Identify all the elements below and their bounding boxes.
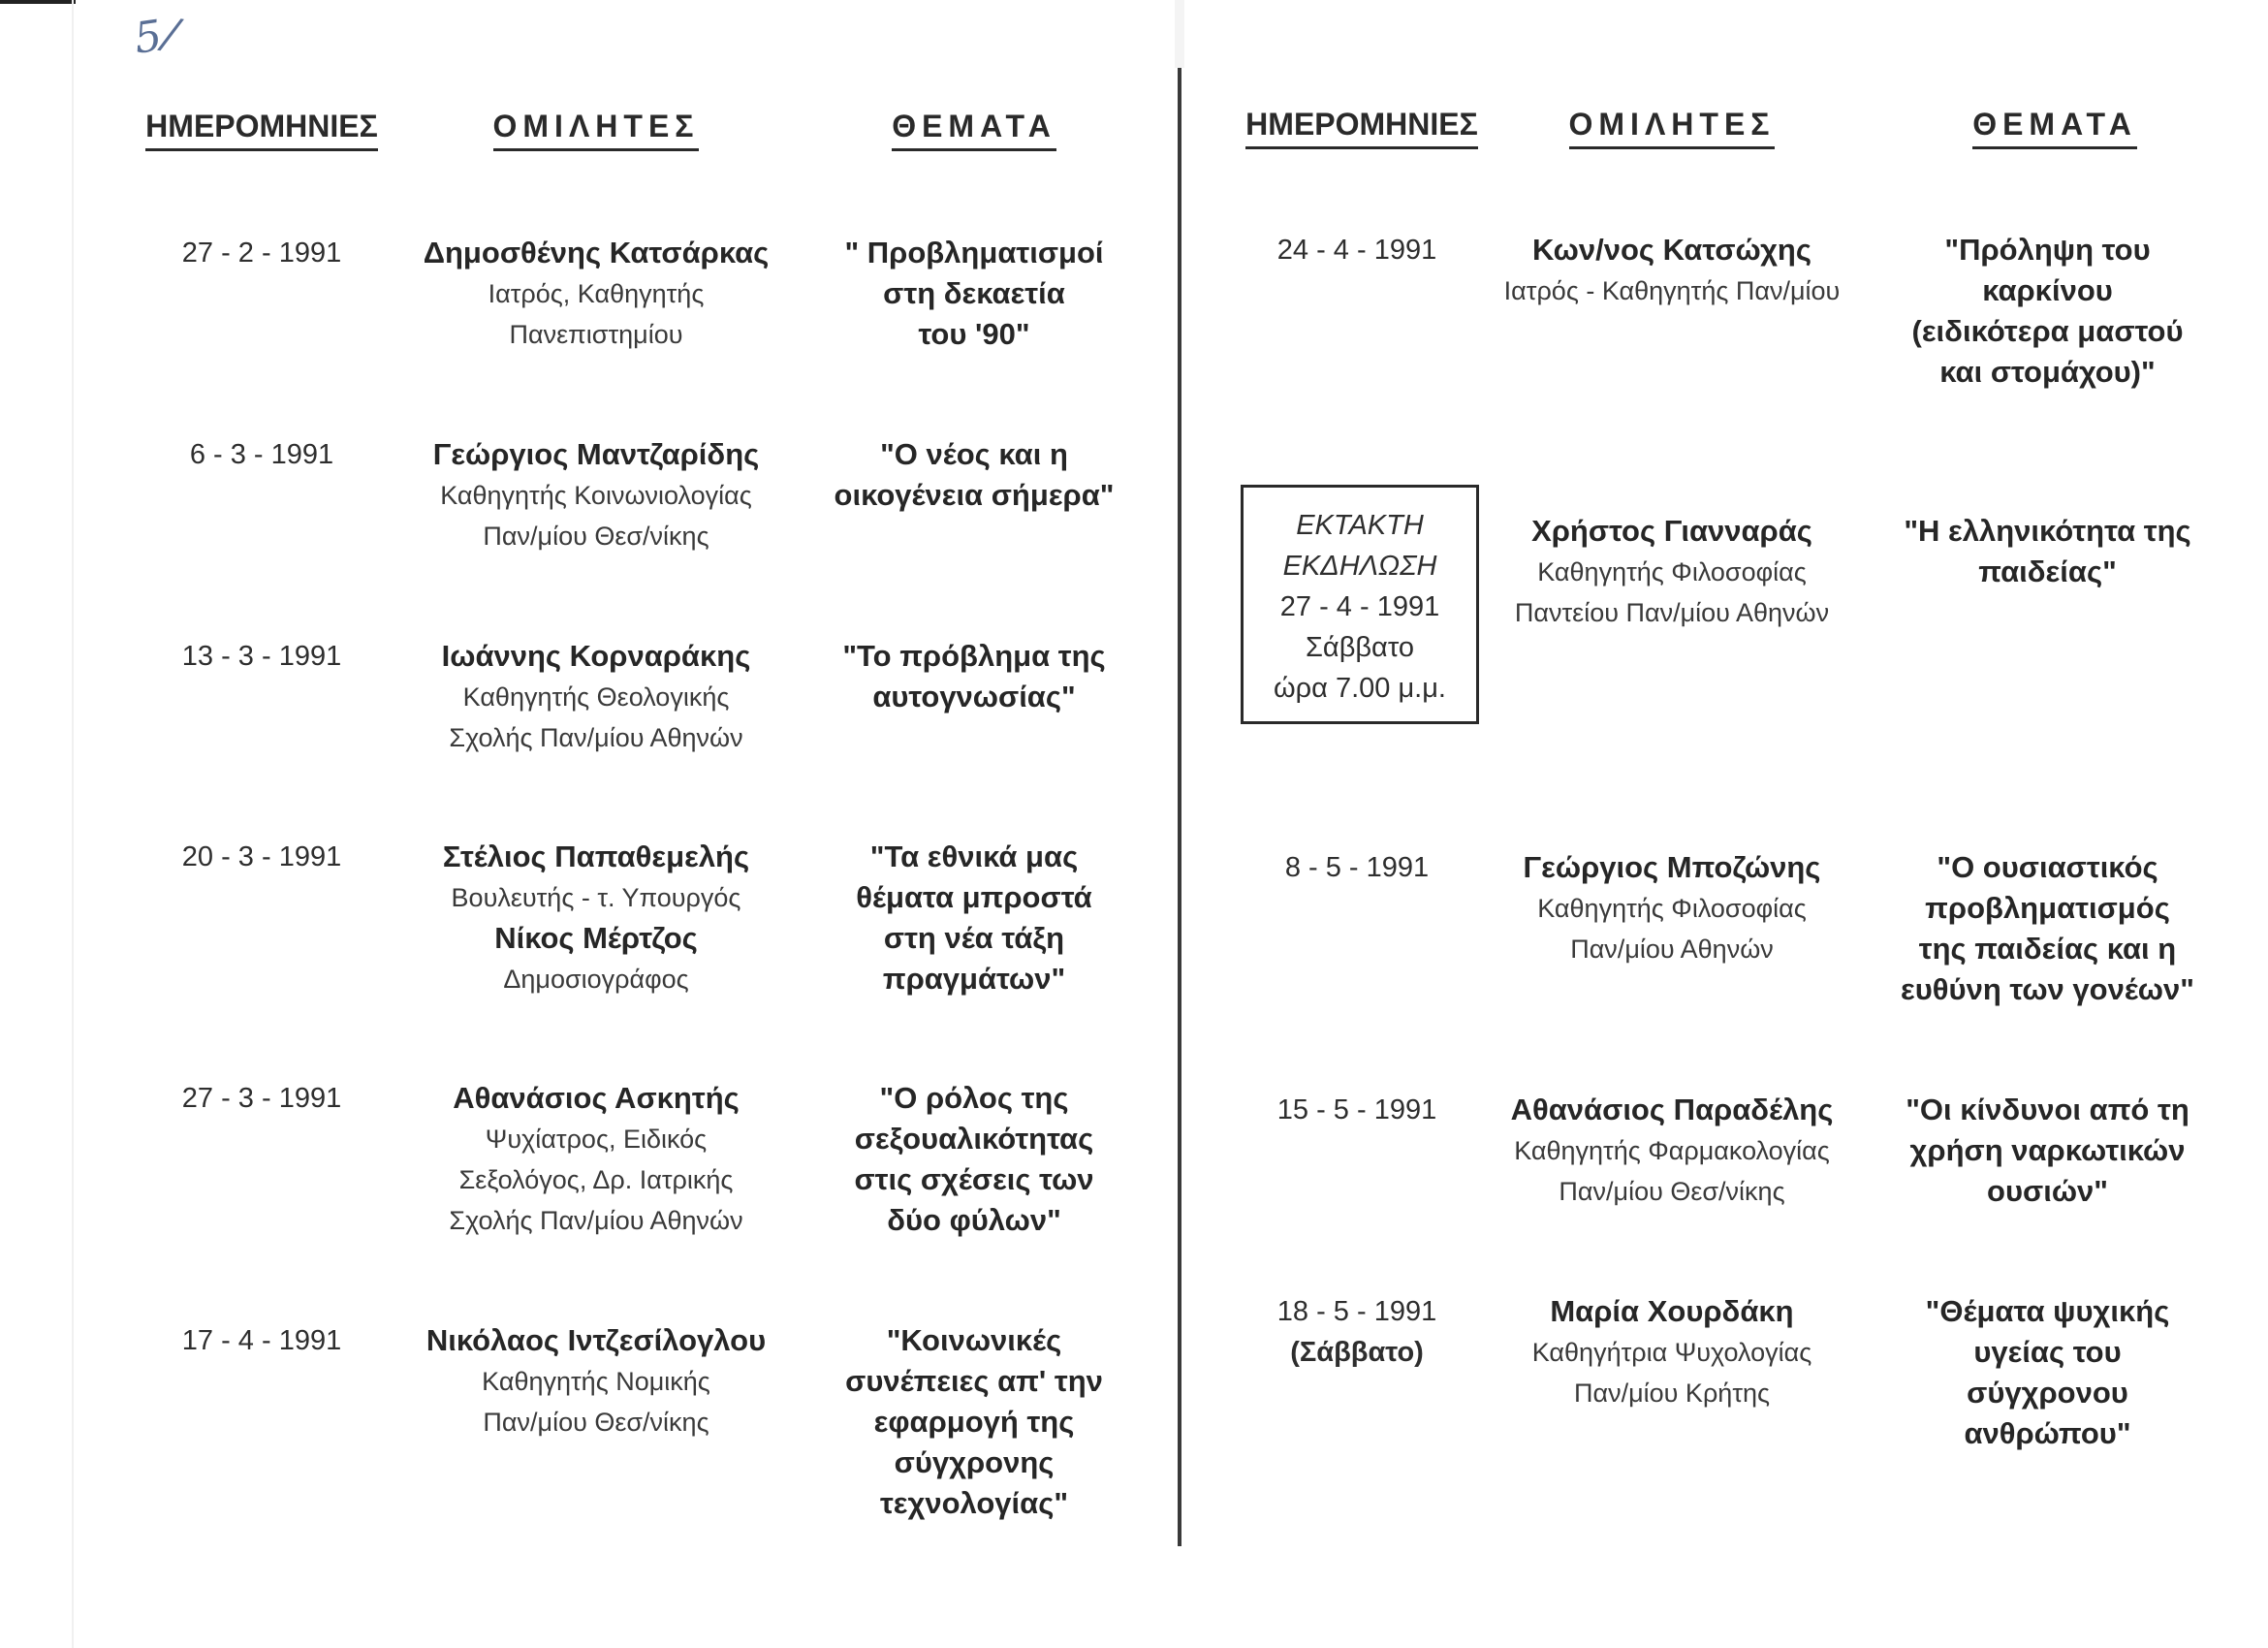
special-event-date: 27 - 4 - 1991: [1279, 591, 1440, 622]
center-fold-line: [1178, 68, 1181, 1546]
speaker-role: Καθηγητής Θεολογικής: [462, 682, 730, 712]
lecture-date: 27 - 2 - 1991: [181, 238, 342, 269]
lecture-speaker: [388, 1078, 804, 1241]
special-event-label: ΕΚΤΑΚΤΗ: [1296, 510, 1424, 541]
right-header-speakers: ΟΜΙΛΗΤΕΣ: [1502, 107, 1842, 149]
lecture-topic: "Η ελληνικότητα της παιδείας": [1904, 514, 2191, 588]
lecture-date: 17 - 4 - 1991: [181, 1325, 342, 1356]
lecture-date: [1241, 1291, 1473, 1373]
speaker-name: Στέλιος Παπαθεμελής: [442, 840, 750, 873]
scan-edge-shadow: [72, 0, 74, 1648]
lecture-speaker: [1478, 1291, 1866, 1413]
special-event-box: [1241, 485, 1479, 724]
left-header-topics: ΘΕΜΑΤΑ: [834, 109, 1115, 151]
speaker-name: Γεώργιος Μαντζαρίδης: [432, 437, 760, 471]
speaker-role: Καθηγητής Κοινωνιολογίας: [440, 481, 752, 510]
handwritten-page-number: 5/: [131, 8, 182, 64]
speaker-role: Βουλευτής - τ. Υπουργός: [451, 883, 741, 912]
speaker-role: Παντείου Παν/μίου Αθηνών: [1514, 598, 1830, 627]
speaker-name: Δημοσθένης Κατσάρκας: [423, 236, 770, 269]
lecture-date-note: (Σάββατο): [1290, 1337, 1424, 1368]
speaker-name: Νικόλαος Ιντζεσίλογλου: [425, 1323, 767, 1357]
lecture-topic: "Τα εθνικά μας θέματα μπροστά στη νέα τάξη πραγμάτων": [856, 840, 1092, 996]
speaker-name: Κων/νος Κατσώχης: [1532, 233, 1811, 267]
lecture-topic: "Θέματα ψυχικής υγείας του σύγχρονου ανθρώπου": [1925, 1294, 2170, 1450]
speaker-name: Μαρία Χουρδάκη: [1550, 1294, 1794, 1328]
lecture-date: 6 - 3 - 1991: [189, 439, 334, 470]
special-event-day: Σάββατο: [1306, 632, 1414, 663]
lecture-topic: "Ο ουσιαστικός προβληματισμός της παιδείας και η ευθύνη των γονέων": [1901, 850, 2194, 1006]
lecture-date: 8 - 5 - 1991: [1284, 852, 1430, 883]
speaker-role: Παν/μίου Αθηνών: [1570, 935, 1774, 964]
right-header-topics: ΘΕΜΑΤΑ: [1914, 107, 2195, 149]
speaker-name: Ιωάννης Κορναράκης: [441, 639, 751, 673]
speaker-role: Καθηγητής Φιλοσοφίας: [1537, 557, 1807, 586]
speaker-role: Καθηγητής Φαρμακολογίας: [1514, 1136, 1830, 1165]
speaker-role: Παν/μίου Κρήτης: [1573, 1379, 1771, 1408]
special-event-label: ΕΚΔΗΛΩΣΗ: [1282, 551, 1437, 582]
speaker-role: Πανεπιστημίου: [509, 320, 683, 349]
speaker-role: Παν/μίου Θεσ/νίκης: [483, 522, 709, 551]
speaker-role: Καθηγητής Νομικής: [482, 1367, 710, 1396]
lecture-date: 27 - 3 - 1991: [181, 1083, 342, 1114]
lecture-speaker: [1478, 847, 1866, 969]
right-header-dates: ΗΜΕΡΟΜΗΝΙΕΣ: [1226, 107, 1497, 149]
scan-edge-mark: [0, 0, 76, 4]
lecture-date: 15 - 5 - 1991: [1276, 1094, 1437, 1125]
speaker-role: Καθηγητής Φιλοσοφίας: [1537, 894, 1807, 923]
fold-shadow: [1175, 0, 1184, 68]
speaker-role: Σεξολόγος, Δρ. Ιατρικής: [458, 1165, 734, 1194]
lecture-speaker: [388, 233, 804, 355]
lecture-date: 13 - 3 - 1991: [181, 641, 342, 672]
special-event-time: ώρα 7.00 μ.μ.: [1274, 673, 1446, 704]
left-header-speakers: ΟΜΙΛΗΤΕΣ: [426, 109, 766, 151]
lecture-speaker: [1478, 230, 1866, 311]
speaker-name: Γεώργιος Μποζώνης: [1523, 850, 1821, 884]
lecture-topic: "Το πρόβλημα της αυτογνωσίας": [842, 639, 1106, 713]
lecture-speaker: [388, 434, 804, 556]
lecture-speaker: [388, 837, 804, 999]
lecture-date: 20 - 3 - 1991: [181, 841, 342, 872]
lecture-speaker: [1478, 1090, 1866, 1212]
lecture-topic: "Ο ρόλος της σεξουαλικότητας στις σχέσεις των δύο φύλων": [854, 1081, 1094, 1237]
speaker-role: Ψυχίατρος, Ειδικός: [485, 1125, 708, 1154]
lecture-speaker: [388, 636, 804, 758]
speaker-role: Δημοσιογράφος: [503, 965, 689, 994]
speaker-name: Χρήστος Γιανναράς: [1531, 514, 1812, 548]
speaker-name: Αθανάσιος Ασκητής: [453, 1081, 740, 1115]
lecture-date-value: 18 - 5 - 1991: [1276, 1296, 1437, 1327]
speaker-role: Καθηγήτρια Ψυχολογίας: [1531, 1338, 1812, 1367]
lecture-topic: "Ο νέος και η οικογένεια σήμερα": [834, 437, 1115, 512]
lecture-topic: " Προβληματισμοί στη δεκαετία του '90": [844, 236, 1104, 351]
speaker-name: Νίκος Μέρτζος: [494, 921, 698, 955]
speaker-role: Σχολής Παν/μίου Αθηνών: [449, 1206, 743, 1235]
speaker-role: Παν/μίου Θεσ/νίκης: [483, 1408, 709, 1437]
lecture-topic: "Πρόληψη του καρκίνου (ειδικότερα μαστού και στομάχου)": [1911, 233, 2184, 389]
lecture-topic: "Οι κίνδυνοι από τη χρήση ναρκωτικών ουσιών": [1906, 1093, 2189, 1208]
lecture-date: 24 - 4 - 1991: [1276, 235, 1437, 266]
lecture-speaker: [388, 1320, 804, 1442]
left-header-dates: ΗΜΕΡΟΜΗΝΙΕΣ: [126, 109, 397, 151]
speaker-role: Παν/μίου Θεσ/νίκης: [1559, 1177, 1785, 1206]
speaker-name: Αθανάσιος Παραδέλης: [1510, 1093, 1834, 1126]
speaker-role: Ιατρός - Καθηγητής Παν/μίου: [1503, 276, 1841, 305]
speaker-role: Σχολής Παν/μίου Αθηνών: [449, 723, 743, 752]
lecture-speaker: [1478, 511, 1866, 633]
lecture-topic: "Κοινωνικές συνέπειες απ' την εφαρμογή της σύγχρονης τεχνολογίας": [845, 1323, 1103, 1520]
speaker-role: Ιατρός, Καθηγητής: [488, 279, 705, 308]
